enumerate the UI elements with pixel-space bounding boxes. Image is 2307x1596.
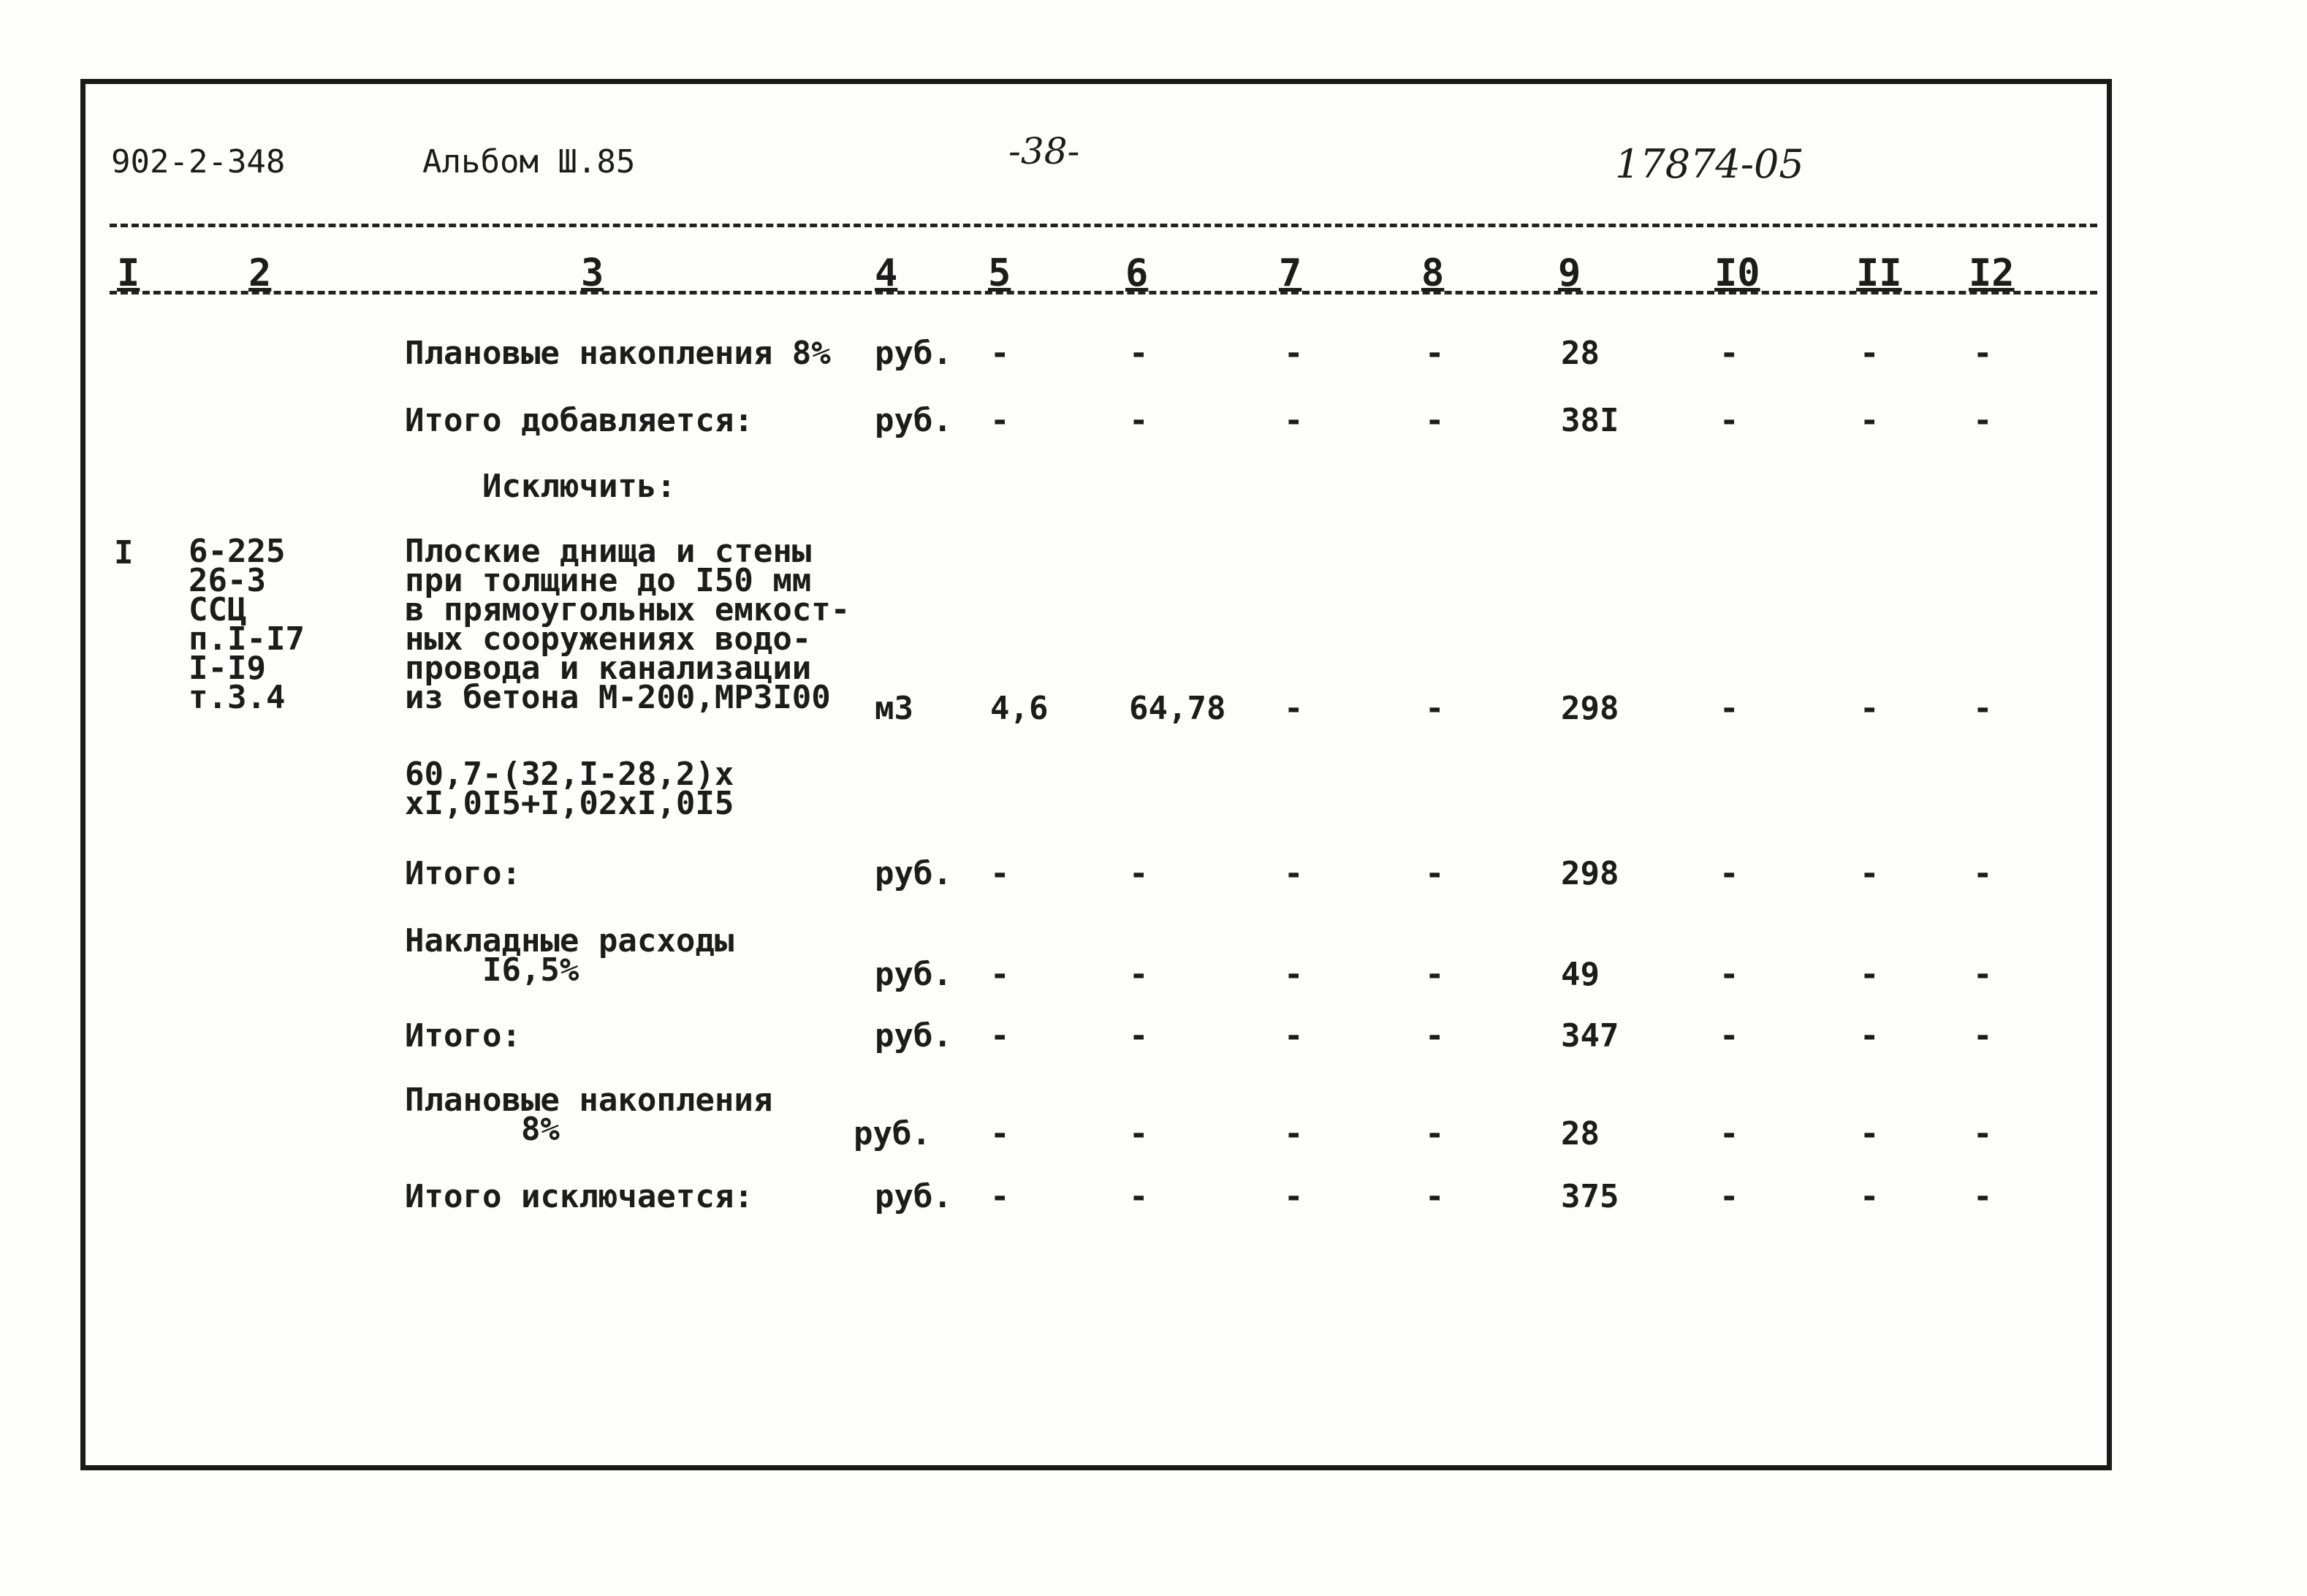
cell-col7: - xyxy=(1284,956,1304,993)
cell-col10: - xyxy=(1719,855,1739,892)
cell-col7: - xyxy=(1284,1017,1304,1054)
cell-col10: - xyxy=(1719,1115,1739,1152)
cell-col7: - xyxy=(1284,402,1304,439)
page-number: -38- xyxy=(1008,130,1080,172)
cell-col5: - xyxy=(990,1178,1010,1215)
row-unit: руб. xyxy=(875,1017,952,1054)
section-heading-exclude: Исключить: xyxy=(482,468,676,505)
cell-col8: - xyxy=(1425,956,1445,993)
cell-col9: 28 xyxy=(1561,1115,1600,1152)
cell-col6: - xyxy=(1129,956,1149,993)
cell-col9: 298 xyxy=(1561,690,1619,727)
cell-col8: - xyxy=(1425,335,1445,372)
row-unit: руб. xyxy=(854,1115,931,1152)
cell-col6: - xyxy=(1129,1017,1149,1054)
cell-col12: - xyxy=(1973,690,1993,727)
cell-col10: - xyxy=(1719,1017,1739,1054)
cell-col11: - xyxy=(1860,1178,1880,1215)
cell-col6: - xyxy=(1129,1178,1149,1215)
row-unit: руб. xyxy=(875,402,952,439)
cell-col11: - xyxy=(1860,335,1880,372)
col-num-2: 2 xyxy=(248,251,272,295)
header-divider xyxy=(110,224,2097,227)
row-description: Итого: xyxy=(405,1017,521,1054)
cell-col9: 298 xyxy=(1561,855,1619,892)
cell-col7: - xyxy=(1284,855,1304,892)
inventory-number: 17874-05 xyxy=(1615,141,1804,187)
row-description: Плоские днища и стены при толщине до I50 мм в прямоугольных емкост- ных сооружениях водо- провода и канализации из бетона М-200,МРЗI00 xyxy=(405,533,851,716)
cell-col9: 49 xyxy=(1561,956,1600,993)
cell-col8: - xyxy=(1425,855,1445,892)
cell-col12: - xyxy=(1973,1017,1993,1054)
cell-col11: - xyxy=(1860,690,1880,727)
row-description: Итого добавляется: xyxy=(405,402,753,439)
cell-col10: - xyxy=(1719,956,1739,993)
row-description: Накладные расходы I6,5% xyxy=(405,922,734,989)
cell-col7: - xyxy=(1284,690,1304,727)
cell-col8: - xyxy=(1425,1178,1445,1215)
cell-col12: - xyxy=(1973,1178,1993,1215)
cell-col5: - xyxy=(990,335,1010,372)
cell-col6: - xyxy=(1129,855,1149,892)
cell-col12: - xyxy=(1973,956,1993,993)
cell-col10: - xyxy=(1719,402,1739,439)
col-num-8: 8 xyxy=(1421,251,1445,295)
col-num-5: 5 xyxy=(988,251,1011,295)
cell-col5: - xyxy=(990,1017,1010,1054)
cell-col8: - xyxy=(1425,1017,1445,1054)
col-num-7: 7 xyxy=(1279,251,1302,295)
cell-col9: 38I xyxy=(1561,402,1619,439)
cell-col10: - xyxy=(1719,335,1739,372)
cell-col6: - xyxy=(1129,1115,1149,1152)
col-num-1: I xyxy=(117,251,140,295)
cell-col11: - xyxy=(1860,956,1880,993)
col-num-9: 9 xyxy=(1558,251,1581,295)
cell-col9: 347 xyxy=(1561,1017,1619,1054)
col-num-3: 3 xyxy=(581,251,604,295)
item-code: 6-225 26-3 ССЦ п.I-I7 I-I9 т.3.4 xyxy=(189,533,305,716)
cell-col8: - xyxy=(1425,402,1445,439)
cell-col5: - xyxy=(990,402,1010,439)
cell-col11: - xyxy=(1860,1017,1880,1054)
cell-col10: - xyxy=(1719,690,1739,727)
cell-col5: - xyxy=(990,855,1010,892)
row-unit: м3 xyxy=(875,690,913,727)
cell-col9: 28 xyxy=(1561,335,1600,372)
row-description: Итого: xyxy=(405,855,521,892)
row-unit: руб. xyxy=(875,1178,952,1215)
row-unit: руб. xyxy=(875,855,952,892)
row-unit: руб. xyxy=(875,335,952,372)
col-num-10: I0 xyxy=(1714,251,1760,295)
row-description: Плановые накопления 8% xyxy=(405,335,831,372)
cell-col6: - xyxy=(1129,402,1149,439)
col-num-11: II xyxy=(1856,251,1902,295)
cell-col11: - xyxy=(1860,1115,1880,1152)
document-frame xyxy=(80,79,2112,1470)
row-description: Плановые накопления 8% xyxy=(405,1082,773,1148)
doc-code: 902-2-348 xyxy=(111,143,286,180)
cell-col6: - xyxy=(1129,335,1149,372)
cell-col12: - xyxy=(1973,1115,1993,1152)
cell-col12: - xyxy=(1973,402,1993,439)
cell-col12: - xyxy=(1973,335,1993,372)
col-num-6: 6 xyxy=(1125,251,1149,295)
album-label: Альбом Ш.85 xyxy=(422,143,636,180)
cell-col10: - xyxy=(1719,1178,1739,1215)
col-num-12: I2 xyxy=(1969,251,2015,295)
col-num-4: 4 xyxy=(875,251,898,295)
item-number: I xyxy=(114,534,134,571)
cell-col8: - xyxy=(1425,1115,1445,1152)
cell-col9: 375 xyxy=(1561,1178,1619,1215)
column-header-divider xyxy=(110,291,2097,294)
cell-col5: - xyxy=(990,1115,1010,1152)
cell-col6: 64,78 xyxy=(1129,690,1226,727)
row-unit: руб. xyxy=(875,956,952,993)
row-description: Итого исключается: xyxy=(405,1178,753,1215)
cell-col8: - xyxy=(1425,690,1445,727)
cell-col7: - xyxy=(1284,1178,1304,1215)
volume-formula: 60,7-(32,I-28,2)х хI,0I5+I,02хI,0I5 xyxy=(405,756,734,822)
cell-col7: - xyxy=(1284,335,1304,372)
cell-col7: - xyxy=(1284,1115,1304,1152)
cell-col5: 4,6 xyxy=(990,690,1049,727)
cell-col5: - xyxy=(990,956,1010,993)
cell-col12: - xyxy=(1973,855,1993,892)
cell-col11: - xyxy=(1860,402,1880,439)
cell-col11: - xyxy=(1860,855,1880,892)
